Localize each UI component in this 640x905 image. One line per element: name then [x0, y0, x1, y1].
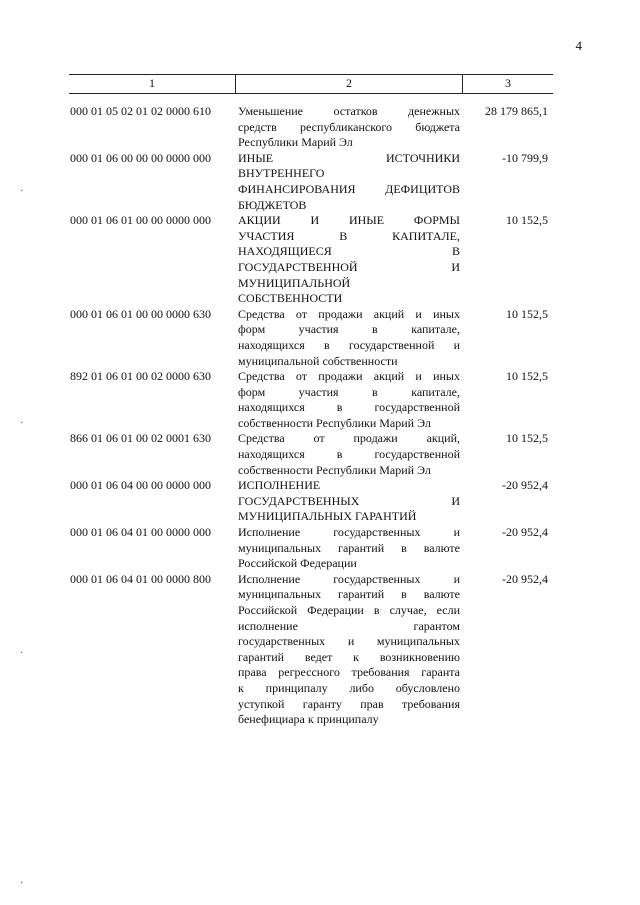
row-description: [238, 151, 460, 213]
row-amount: 10 152,5: [506, 369, 548, 384]
description-line: Средства от продажи акций и иных: [238, 369, 460, 384]
row-code: 000 01 06 01 00 00 0000 630: [70, 306, 211, 321]
description-line: средств республиканского бюджета: [238, 119, 460, 134]
row-amount: -20 952,4: [502, 525, 548, 540]
row-amount: 10 152,5: [506, 213, 548, 228]
description-line: АКЦИИ И ИНЫЕ ФОРМЫ: [238, 213, 460, 228]
description-line: Республики Марий Эл: [238, 135, 353, 150]
row-amount: -10 799,9: [502, 150, 548, 165]
description-line: СОБСТВЕННОСТИ: [238, 291, 343, 306]
row-code: 866 01 06 01 00 02 0001 630: [70, 431, 211, 446]
description-line: Средства от продажи акций и иных: [238, 306, 460, 321]
description-line: ИСПОЛНЕНИЕ: [238, 478, 321, 493]
row-code: 000 01 06 04 01 00 0000 800: [70, 571, 211, 586]
description-line: Исполнение государственных и: [238, 525, 460, 540]
description-line: Российской Федерации в случае, если: [238, 603, 460, 617]
margin-mark: ·: [20, 186, 24, 197]
row-code: 000 01 06 00 00 00 0000 000: [70, 150, 211, 165]
header-col-2: 2: [236, 75, 463, 93]
page-number: 4: [575, 38, 582, 53]
table-row: [70, 572, 552, 728]
table-header: [69, 74, 553, 94]
description-line: ФИНАНСИРОВАНИЯ ДЕФИЦИТОВ: [238, 181, 460, 196]
row-code: 000 01 06 01 00 00 0000 000: [70, 213, 211, 228]
table-row: [70, 307, 552, 369]
header-col-1: 1: [69, 75, 236, 93]
row-amount: -20 952,4: [502, 478, 548, 493]
row-code: 892 01 06 01 00 02 0000 630: [70, 369, 211, 384]
row-code: 000 01 05 02 01 02 0000 610: [70, 104, 211, 118]
row-code: 000 01 06 04 01 00 0000 000: [70, 525, 211, 540]
description-line: государственных и муниципальных: [238, 634, 460, 649]
description-line: муниципальной собственности: [238, 353, 398, 368]
row-amount: -20 952,4: [502, 571, 548, 586]
description-line: МУНИЦИПАЛЬНЫХ ГАРАНТИЙ: [238, 509, 417, 524]
description-line: форм участия в капитале,: [238, 322, 460, 337]
row-description: [238, 478, 460, 525]
row-description: [238, 213, 460, 307]
description-line: собственности Республики Марий Эл: [238, 462, 431, 477]
row-amount: 28 179 865,1: [485, 104, 548, 118]
table-row: [70, 431, 552, 478]
table-row: [70, 213, 552, 307]
description-line: находящихся в государственной: [238, 447, 460, 462]
row-description: [238, 525, 460, 572]
margin-mark: ·: [20, 878, 24, 889]
description-line: форм участия в капитале,: [238, 384, 460, 399]
description-line: ВНУТРЕННЕГО: [238, 166, 325, 181]
description-line: УЧАСТИЯ В КАПИТАЛЕ,: [238, 228, 460, 243]
description-line: к принципалу либо обусловлено: [238, 680, 460, 695]
description-line: муниципальных гарантий в валюте: [238, 587, 460, 602]
description-line: ГОСУДАРСТВЕННЫХ И: [238, 493, 460, 508]
description-line: ГОСУДАРСТВЕННОЙ И: [238, 259, 460, 274]
description-line: уступкой гаранту прав требования: [238, 696, 460, 711]
table-row: [70, 151, 552, 213]
description-line: Российской Федерации: [238, 556, 357, 571]
row-code: 000 01 06 04 00 00 0000 000: [70, 478, 211, 493]
description-line: гарантий ведет к возникновению: [238, 649, 460, 664]
description-line: собственности Республики Марий Эл: [238, 415, 431, 430]
row-amount: 10 152,5: [506, 306, 548, 321]
table-row: [70, 478, 552, 525]
description-line: находящихся в государственной: [238, 400, 460, 415]
header-col-3: 3: [505, 76, 511, 90]
description-line: Исполнение государственных и: [238, 571, 460, 586]
row-description: [238, 104, 460, 151]
row-description: [238, 431, 460, 478]
description-line: Средства от продажи акций,: [238, 431, 460, 446]
table-body: [70, 104, 552, 728]
description-line: права регрессного требования гаранта: [238, 665, 460, 680]
table-row: [70, 104, 552, 151]
row-amount: 10 152,5: [506, 431, 548, 446]
margin-mark: ·: [20, 418, 24, 429]
description-line: муниципальных гарантий в валюте: [238, 540, 460, 555]
description-line: бенефициара к принципалу: [238, 712, 379, 727]
margin-mark: ·: [20, 648, 24, 659]
table-row: [70, 525, 552, 572]
table-row: [70, 369, 552, 431]
row-description: [238, 307, 460, 369]
row-description: [238, 369, 460, 431]
description-line: ИНЫЕ ИСТОЧНИКИ: [238, 150, 460, 165]
row-description: [238, 572, 460, 728]
description-line: МУНИЦИПАЛЬНОЙ: [238, 275, 351, 290]
description-line: находящихся в государственной и: [238, 337, 460, 352]
description-line: исполнение гарантом: [238, 618, 460, 633]
description-line: НАХОДЯЩИЕСЯ В: [238, 244, 460, 259]
description-line: БЮДЖЕТОВ: [238, 197, 307, 212]
description-line: Уменьшение остатков денежных: [238, 104, 460, 118]
